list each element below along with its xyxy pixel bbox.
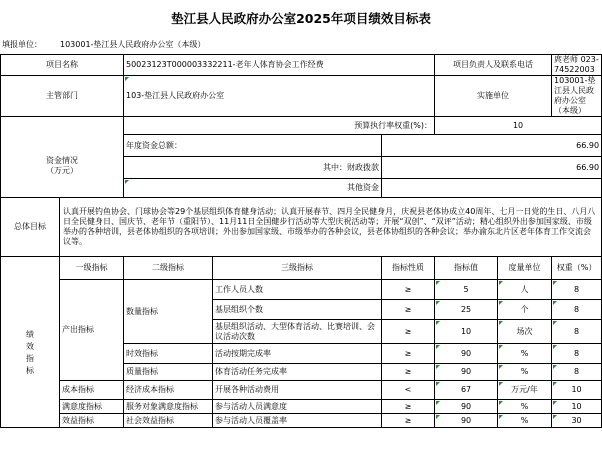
nature-cell: ≥: [382, 344, 435, 364]
unit-cell: 人: [498, 280, 552, 300]
weight-cell: 8: [552, 344, 602, 364]
level2-quantity: 数量指标: [124, 280, 213, 344]
funds-fiscal-label: 其中：财政拨款: [124, 157, 382, 179]
level3-cell: 基层组织个数: [213, 300, 382, 320]
level3-cell: 工作人员人数: [213, 280, 382, 300]
project-name-label: 项目名称: [1, 55, 124, 76]
target-table: [0, 54, 602, 428]
level3-cell: 活动按期完成率: [213, 344, 382, 364]
overall-goal-row: [1, 198, 602, 257]
budget-weight-label: 预算执行率权重(%)：: [124, 117, 435, 135]
value-cell: 67: [435, 381, 498, 400]
indicator-row: [1, 280, 602, 300]
value-cell: 10: [435, 320, 498, 344]
header-weight: 权重（%）: [552, 257, 602, 280]
weight-cell: 10: [552, 381, 602, 400]
value-cell: 25: [435, 300, 498, 320]
header-value: 指标值: [435, 257, 498, 280]
project-name-row: [1, 55, 602, 76]
level3-cell: 参与活动人员覆盖率: [213, 414, 382, 428]
overall-goal-label: 总体目标: [1, 198, 60, 257]
value-cell: 90: [435, 364, 498, 381]
level2-satisfaction: 服务对象满意度指标: [124, 400, 213, 414]
unit-cell: 万元/年: [498, 381, 552, 400]
nature-cell: <: [382, 381, 435, 400]
funds-fiscal-value: 66.90: [382, 157, 602, 179]
unit-cell: %: [498, 414, 552, 428]
header-level2: 二级指标: [124, 257, 213, 280]
level1-output: 产出指标: [60, 280, 124, 381]
nature-cell: ≥: [382, 320, 435, 344]
level1-satisfaction: 满意度指标: [60, 400, 124, 414]
project-name-value: 50023123T000003332211-老年人体育协会工作经费: [124, 55, 435, 76]
reporting-unit: [2, 38, 206, 52]
nature-cell: ≥: [382, 280, 435, 300]
dept-row: [1, 76, 602, 117]
impl-unit-label: 实施单位: [435, 76, 552, 117]
nature-cell: ≥: [382, 300, 435, 320]
weight-cell: 10: [552, 400, 602, 414]
value-cell: 90: [435, 414, 498, 428]
funds-total-value: 66.90: [382, 135, 602, 157]
unit-cell: 个: [498, 300, 552, 320]
project-leader-label: 项目负责人及联系电话: [435, 55, 552, 76]
weight-cell: 8: [552, 300, 602, 320]
reporting-unit-label: 填报单位：: [2, 40, 42, 49]
level2-cost: 经济成本指标: [124, 381, 213, 400]
nature-cell: ≥: [382, 400, 435, 414]
overall-goal-text: 认真开展钓鱼协会、门球协会等29个基层组织体育健身活动；认真开展春节、四月全民健身月，庆祝县老体协成立40周年、七月一日党的生日、八月八日全民健身日、国庆节、老年节（重阳节）、11月11日全国健步行活动等大型庆祝活动等；开展“双创”、“双评”活动；精心组织外出参加国家级、市级举办的各种培训，县老体协组织的各项培训；外出参加国家级、市级举办的各种会议，县老体协组织的各种会议；举办渝东北片区老年体育工作交流会议等。: [60, 198, 602, 257]
level2-benefit: 社会效益指标: [124, 414, 213, 428]
funds-total-row: [1, 135, 602, 157]
level3-cell: 体育活动任务完成率: [213, 364, 382, 381]
value-cell: 90: [435, 344, 498, 364]
reporting-unit-value: 103001-垫江县人民政府办公室（本级）: [60, 40, 206, 49]
weight-cell: 8: [552, 280, 602, 300]
level1-cost: 成本指标: [60, 381, 124, 400]
indicator-row: [1, 381, 602, 400]
indicator-row: [1, 414, 602, 428]
nature-cell: ≥: [382, 414, 435, 428]
weight-cell: 8: [552, 320, 602, 344]
dept-label: 主管部门: [1, 76, 124, 117]
unit-cell: %: [498, 344, 552, 364]
value-cell: 5: [435, 280, 498, 300]
budget-weight-value: 10: [435, 117, 602, 135]
funds-total-label: 年度资金总额：: [124, 135, 382, 157]
header-unit: 度量单位: [498, 257, 552, 280]
header-level1: 一级指标: [60, 257, 124, 280]
level1-benefit: 效益指标: [60, 414, 124, 428]
level2-timeliness: 时效指标: [124, 344, 213, 364]
weight-cell: 30: [552, 414, 602, 428]
indicator-row: [1, 400, 602, 414]
unit-cell: 场次: [498, 320, 552, 344]
value-cell: 90: [435, 400, 498, 414]
funds-label: 资金情况 （万元）: [1, 135, 124, 198]
budget-weight-row: [1, 117, 602, 135]
header-level3: 三级指标: [213, 257, 382, 280]
impl-unit-value: 103001-垫江县人民政府办公室（本级）: [552, 76, 602, 117]
funds-other-label: 其他资金: [124, 179, 382, 198]
level2-quality: 质量指标: [124, 364, 213, 381]
funds-other-value: [382, 179, 602, 198]
indicator-header-row: [1, 257, 602, 280]
indicator-side-label: 绩效指标: [26, 330, 34, 376]
header-nature: 指标性质: [382, 257, 435, 280]
weight-cell: 8: [552, 364, 602, 381]
level3-cell: 开展各种活动费用: [213, 381, 382, 400]
indicator-side-cell: [1, 280, 60, 428]
page-title: 垫江县人民政府办公室2025年项目绩效目标表: [171, 11, 431, 26]
unit-cell: %: [498, 400, 552, 414]
project-leader-value: 庹老师 023-74522003: [552, 55, 602, 76]
nature-cell: ≥: [382, 364, 435, 381]
unit-cell: %: [498, 364, 552, 381]
level3-cell: 基层组织活动、大型体育活动、比赛培训、会议活动次数: [213, 320, 382, 344]
dept-value: 103-垫江县人民政府办公室: [124, 76, 435, 117]
level3-cell: 参与活动人员满意度: [213, 400, 382, 414]
